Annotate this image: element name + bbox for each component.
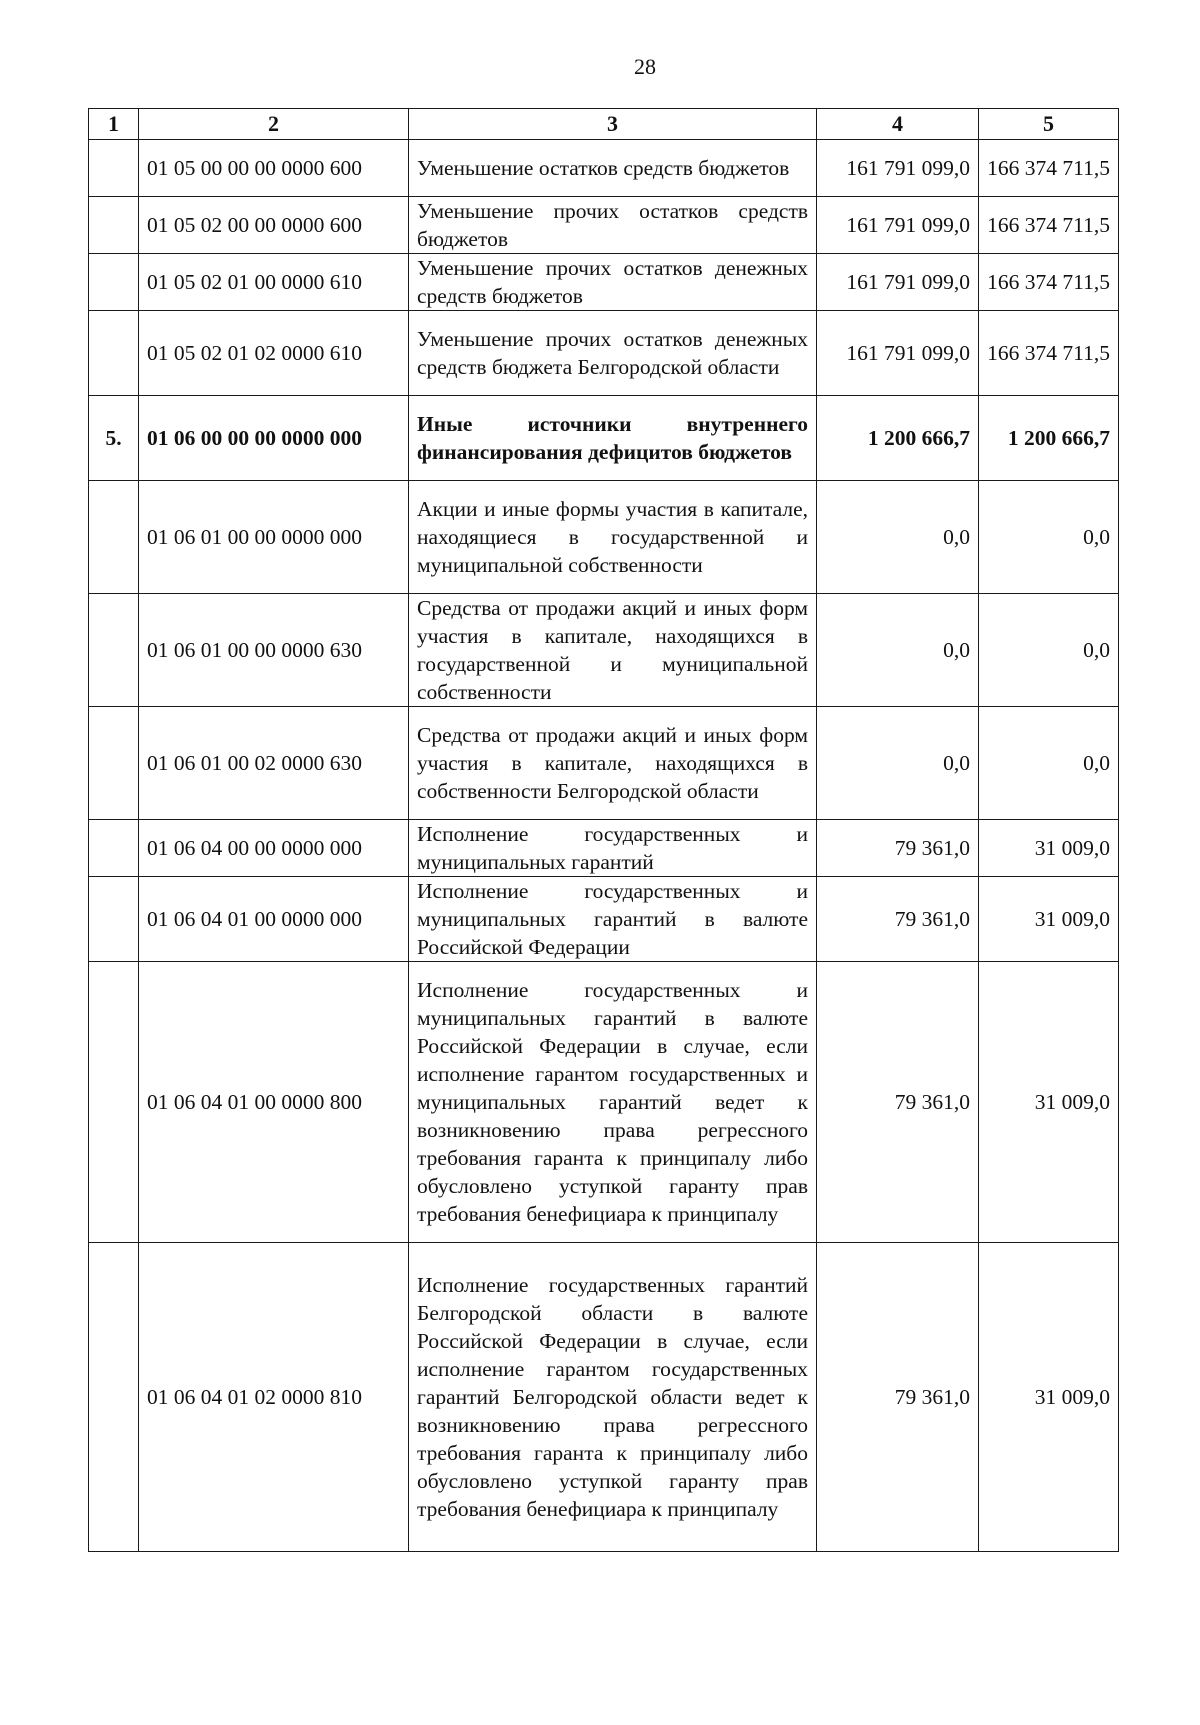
row-name: Средства от продажи акций и иных форм участия в капитале, находящихся в собственности Белгородской области: [409, 707, 817, 820]
amount-col-5: 166 374 711,5: [979, 140, 1119, 197]
table-row: [89, 1243, 1119, 1552]
amount-col-5: 1 200 666,7: [979, 396, 1119, 481]
page-number: 28: [634, 54, 656, 79]
amount-col-5: 166 374 711,5: [979, 197, 1119, 254]
budget-code: 01 06 01 00 02 0000 630: [139, 707, 409, 820]
budget-code: 01 06 04 01 00 0000 000: [139, 877, 409, 962]
row-name: Акции и иные формы участия в капитале, находящиеся в государственной и муниципальной собственности: [409, 481, 817, 594]
amount-col-4: 161 791 099,0: [817, 197, 979, 254]
row-number: [89, 197, 139, 254]
row-name: Иные источники внутреннего финансирования дефицитов бюджетов: [409, 396, 817, 481]
amount-col-4: 161 791 099,0: [817, 140, 979, 197]
budget-code: 01 06 04 00 00 0000 000: [139, 820, 409, 877]
row-name: Уменьшение прочих остатков денежных средств бюджетов: [409, 254, 817, 311]
table-row: [89, 254, 1119, 311]
budget-code: 01 06 01 00 00 0000 000: [139, 481, 409, 594]
header-col-2: 2: [139, 109, 409, 140]
budget-sources-table: [88, 108, 1119, 1552]
table-row: [89, 197, 1119, 254]
row-number: [89, 707, 139, 820]
amount-col-4: 79 361,0: [817, 877, 979, 962]
amount-col-5: 166 374 711,5: [979, 311, 1119, 396]
budget-code: 01 06 04 01 02 0000 810: [139, 1243, 409, 1552]
amount-col-4: 0,0: [817, 707, 979, 820]
amount-col-5: 166 374 711,5: [979, 254, 1119, 311]
header-col-3: 3: [409, 109, 817, 140]
budget-code: 01 05 02 01 00 0000 610: [139, 254, 409, 311]
amount-col-4: 161 791 099,0: [817, 254, 979, 311]
row-name: Исполнение государственных гарантий Белгородской области в валюте Российской Федерации в случае, если исполнение гарантом государственных гарантий Белгородской области ведет к возникновению права регрессного требования гаранта к принципалу либо обусловлено уступкой гаранту прав требования бенефициара к принципалу: [409, 1243, 817, 1552]
amount-col-5: 31 009,0: [979, 962, 1119, 1243]
header-col-5: 5: [979, 109, 1119, 140]
amount-col-4: 161 791 099,0: [817, 311, 979, 396]
table-row: [89, 820, 1119, 877]
table-row: [89, 594, 1119, 707]
row-number: [89, 820, 139, 877]
row-name: Исполнение государственных и муниципальных гарантий: [409, 820, 817, 877]
budget-code: 01 05 02 01 02 0000 610: [139, 311, 409, 396]
row-number: 5.: [89, 396, 139, 481]
row-number: [89, 877, 139, 962]
row-number: [89, 481, 139, 594]
table-row: [89, 481, 1119, 594]
row-number: [89, 594, 139, 707]
table-row: [89, 962, 1119, 1243]
table-row: [89, 311, 1119, 396]
amount-col-4: 79 361,0: [817, 820, 979, 877]
amount-col-4: 79 361,0: [817, 1243, 979, 1552]
amount-col-5: 0,0: [979, 481, 1119, 594]
budget-code: 01 05 00 00 00 0000 600: [139, 140, 409, 197]
table-row-section-5: [89, 396, 1119, 481]
amount-col-4: 1 200 666,7: [817, 396, 979, 481]
amount-col-4: 79 361,0: [817, 962, 979, 1243]
row-name: Уменьшение остатков средств бюджетов: [409, 140, 817, 197]
table-row: [89, 140, 1119, 197]
table-row: [89, 707, 1119, 820]
budget-code: 01 06 00 00 00 0000 000: [139, 396, 409, 481]
amount-col-4: 0,0: [817, 594, 979, 707]
amount-col-5: 31 009,0: [979, 820, 1119, 877]
row-number: [89, 254, 139, 311]
row-name: Средства от продажи акций и иных форм участия в капитале, находящихся в государственной и муниципальной собственности: [409, 594, 817, 707]
amount-col-5: 0,0: [979, 707, 1119, 820]
row-number: [89, 140, 139, 197]
row-number: [89, 311, 139, 396]
budget-code: 01 06 01 00 00 0000 630: [139, 594, 409, 707]
row-name: Уменьшение прочих остатков средств бюджетов: [409, 197, 817, 254]
amount-col-4: 0,0: [817, 481, 979, 594]
header-col-4: 4: [817, 109, 979, 140]
budget-code: 01 06 04 01 00 0000 800: [139, 962, 409, 1243]
row-name: Уменьшение прочих остатков денежных средств бюджета Белгородской области: [409, 311, 817, 396]
budget-code: 01 05 02 00 00 0000 600: [139, 197, 409, 254]
table-header-row: [89, 109, 1119, 140]
amount-col-5: 31 009,0: [979, 1243, 1119, 1552]
row-name: Исполнение государственных и муниципальных гарантий в валюте Российской Федерации: [409, 877, 817, 962]
table-row: [89, 877, 1119, 962]
header-col-1: 1: [89, 109, 139, 140]
amount-col-5: 0,0: [979, 594, 1119, 707]
row-name: Исполнение государственных и муниципальных гарантий в валюте Российской Федерации в случае, если исполнение гарантом государственных и муниципальных гарантий ведет к возникновению права регрессного требования гаранта к принципалу либо обусловлено уступкой гаранту прав требования бенефициара к принципалу: [409, 962, 817, 1243]
amount-col-5: 31 009,0: [979, 877, 1119, 962]
row-number: [89, 962, 139, 1243]
row-number: [89, 1243, 139, 1552]
